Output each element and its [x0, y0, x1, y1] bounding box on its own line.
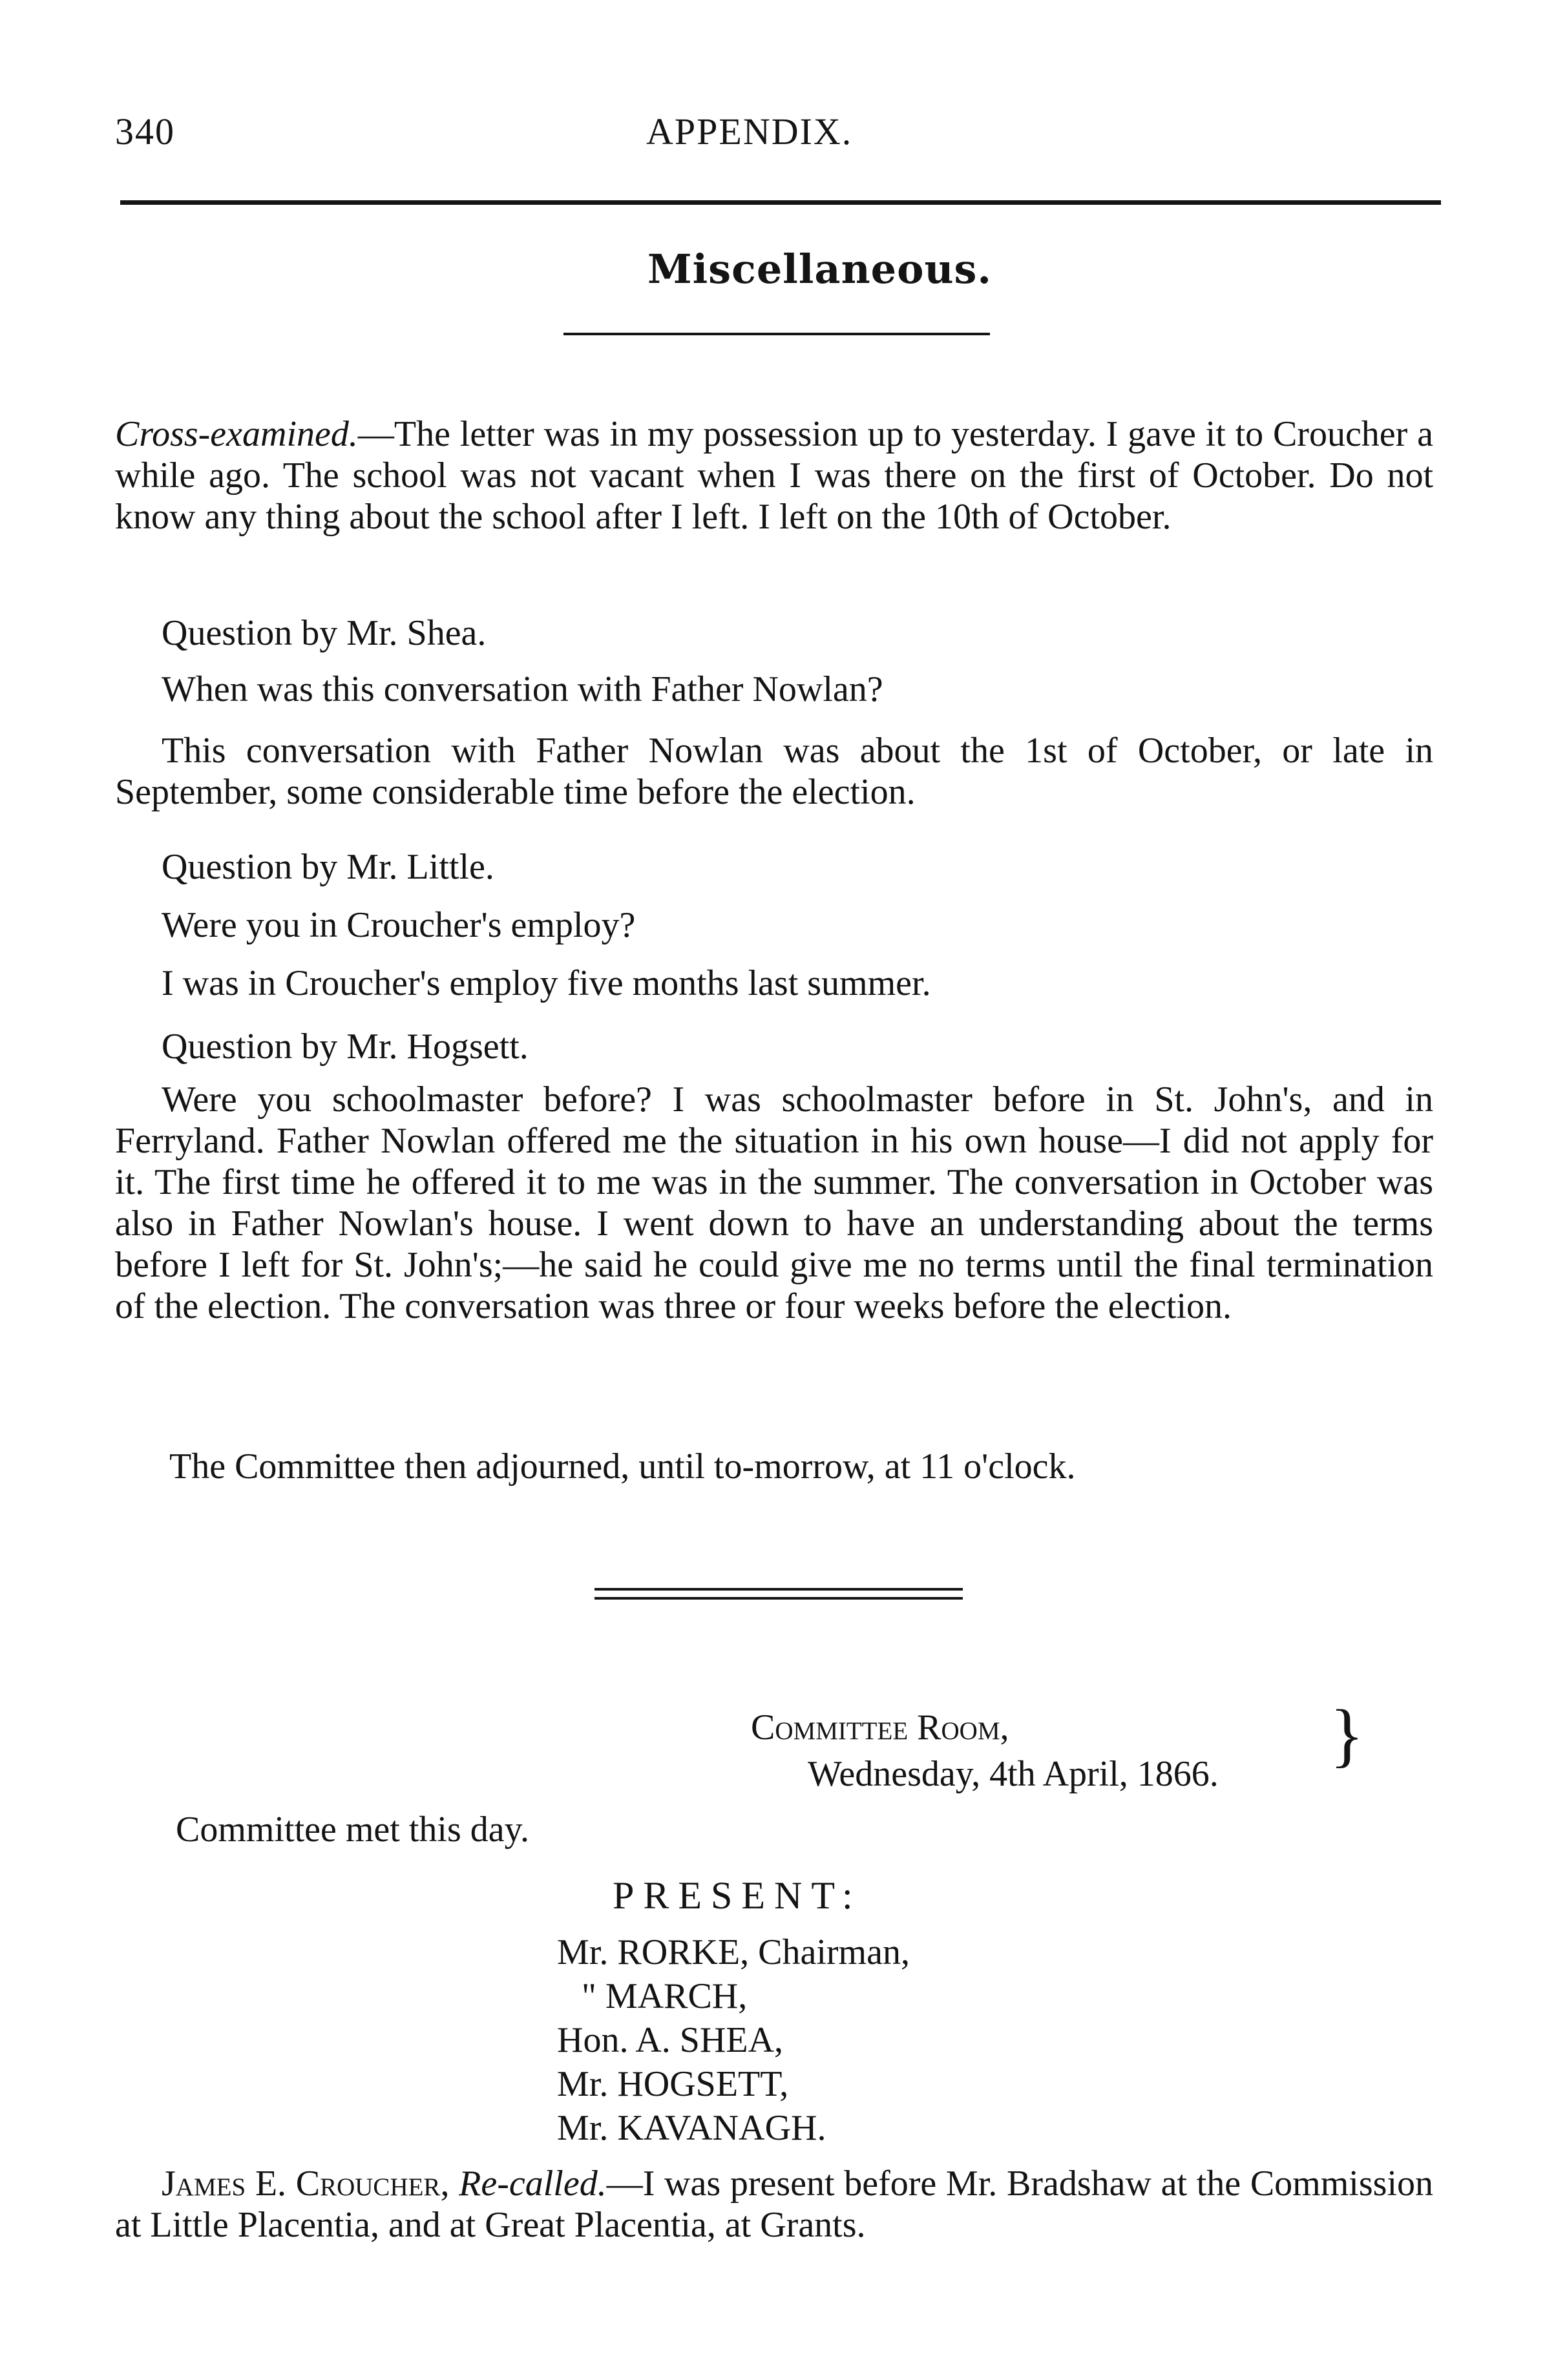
hogsett-paragraph — [115, 1079, 1433, 1327]
meeting-date: Wednesday, 4th April, 1866. — [808, 1754, 1219, 1794]
page-number: 340 — [115, 110, 175, 152]
witness-recalled: Re-called. — [459, 2164, 607, 2204]
question-by-shea: Question by Mr. Shea. — [162, 613, 487, 653]
present-heading: PRESENT: — [613, 1874, 862, 1917]
running-title: APPENDIX. — [646, 110, 853, 152]
adjournment-line: The Committee then adjourned, until to-morrow, at 11 o'clock. — [169, 1446, 1076, 1487]
cross-examined-text: —The letter was in my possession up to yesterday. I gave it to Croucher a while ago. The school was not vacant when I was there on the first of October. Do not know any thing about the school after I left. I left on the 10th of October. — [115, 414, 1433, 537]
member-hogsett: Mr. HOGSETT, — [557, 2064, 789, 2104]
cross-examined-label: Cross-examined. — [115, 414, 358, 454]
question-by-hogsett: Question by Mr. Hogsett. — [162, 1027, 529, 1067]
witness-name: James E. Croucher, — [162, 2164, 450, 2204]
member-kavanagh: Mr. KAVANAGH. — [557, 2108, 826, 2148]
section-rule — [563, 333, 990, 335]
cross-examination-paragraph — [115, 413, 1433, 538]
divider-rule-top — [594, 1588, 963, 1591]
header-rule — [120, 200, 1441, 205]
brace-mark: } — [1330, 1695, 1364, 1774]
member-shea: Hon. A. SHEA, — [557, 2020, 784, 2060]
witness-text: —I was present before Mr. Bradshaw at the Commission at Little Placentia, and at Great Placentia, at Grants. — [115, 2164, 1434, 2245]
meeting-location: Committee Room, — [751, 1707, 1009, 1748]
section-title: Miscellaneous. — [647, 245, 993, 293]
member-march: " MARCH, — [582, 1976, 748, 2016]
divider-rule-bottom — [594, 1597, 963, 1600]
witness-paragraph — [115, 2163, 1433, 2246]
answer-shea-paragraph — [115, 730, 1433, 813]
question-shea-text: When was this conversation with Father Nowlan? — [162, 669, 883, 709]
hogsett-text: Were you schoolmaster before? I was schoolmaster before in St. John's, and in Ferryland. Father Nowlan offered me the situation in his own house—I did not apply for it. The first time he offered it to me was in the summer. The conversation in October was also in Father Nowlan's house. I went down to have an understanding about the terms before I left for St. John's;—he said he could give me no terms until the final termination of the election. The conversation was three or four weeks before the election. — [115, 1080, 1433, 1326]
question-by-little: Question by Mr. Little. — [162, 847, 494, 887]
committee-met-line: Committee met this day. — [176, 1810, 529, 1850]
question-little-text: Were you in Croucher's employ? — [162, 905, 636, 945]
member-rorke: Mr. RORKE, Chairman, — [557, 1932, 910, 1972]
answer-little-text: I was in Croucher's employ five months last summer. — [162, 963, 931, 1003]
answer-shea-text: This conversation with Father Nowlan was about the 1st of October, or late in September, some considerable time before the election. — [115, 731, 1433, 812]
